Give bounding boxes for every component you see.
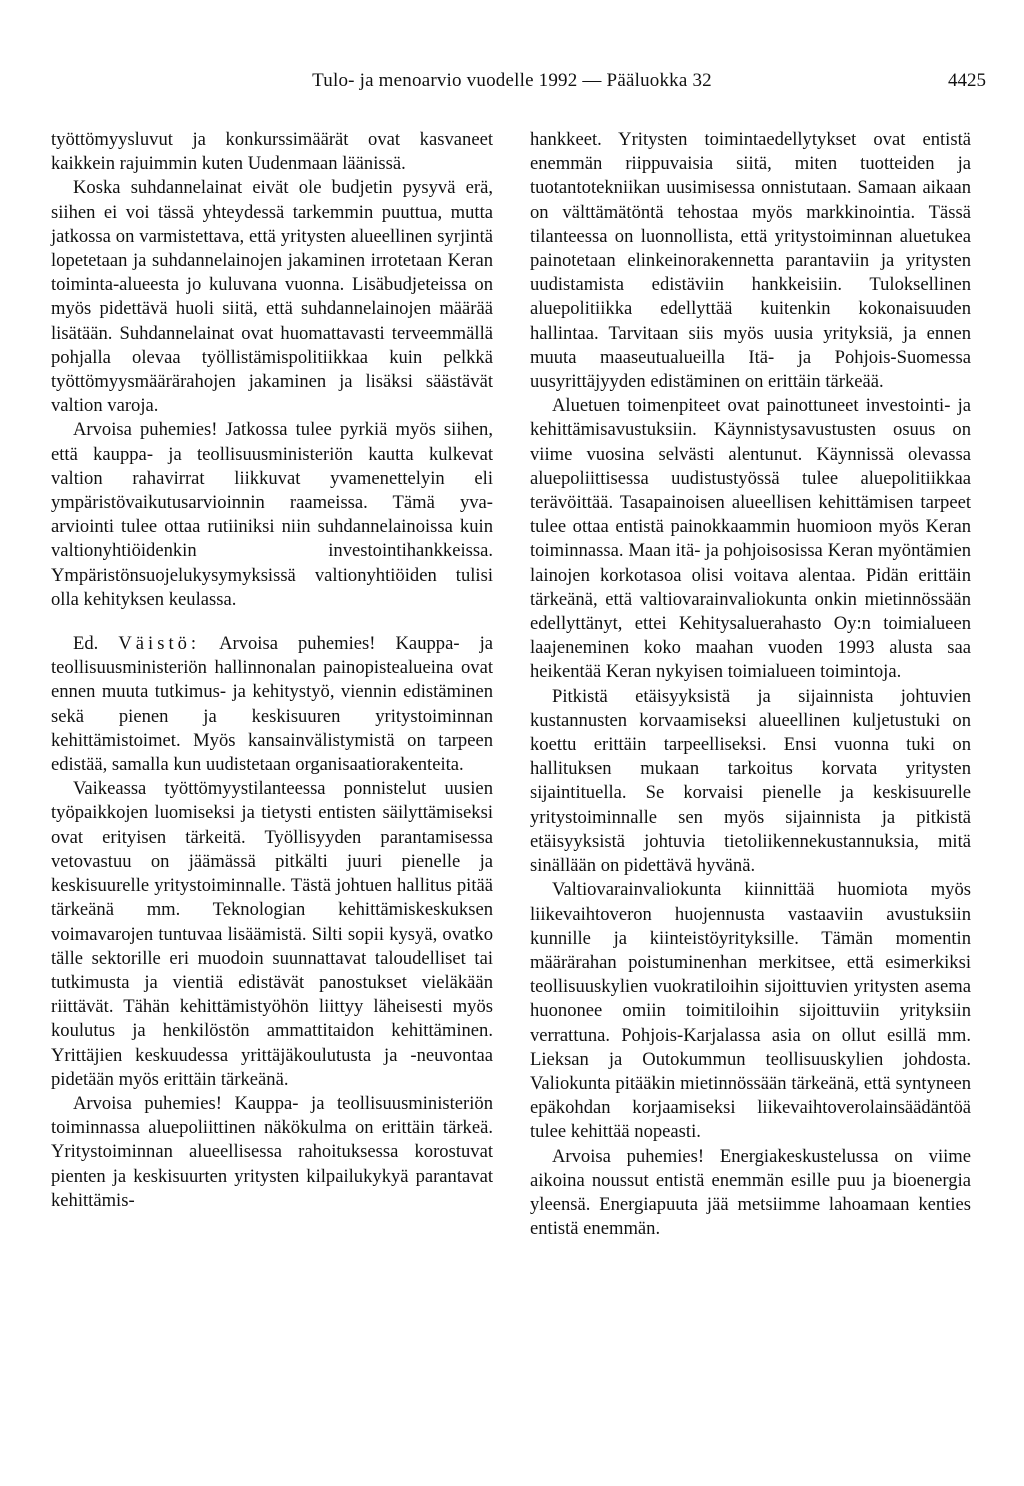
paragraph: hankkeet. Yritysten toimintaedellytykset ovat entistä enemmän riippuvaisia siitä, miten tuotteiden ja tuotantotekniikan uusimisessa onnistutaan. Samaan aikaan on välttämätöntä tehostaa myös markkinointia. Tässä tilanteessa on luonnollista, että yritystoiminnan aluetukea painotetaan elinkeinorakennetta parantaviin ja yritysten uudistamista edistäviin hankkeisiin. Tuloksellinen aluepolitiikka edellyttää kuitenkin kokonaisuuden hallintaa. Tarvitaan siis myös uusia yrityksiä, ja ennen muuta maaseutualueilla Itä- ja Pohjois-Suomessa uusyrittäjyyden edistäminen on erittäin tärkeää. (530, 129, 971, 393)
paragraph: Koska suhdannelainat eivät ole budjetin pysyvä erä, siihen ei voi tässä yhteydessä tarkemmin puuttua, mutta jatkossa on varmistettava, että yritysten alueellinen syrjintä lopetetaan ja suhdannelainojen jakaminen irrotetaan Keran toiminta-alueesta jo kuluvana vuonna. Lisäbudjeteissa on myös pidettävä huoli siitä, että suhdannelainojen määrää lisätään. Suhdannelainat ovat huomattavasti terveemmällä pohjalla olevaa työllistämispolitiikkaa kuin pelkkä työttömyysmäärärahojen jakaminen ja lisäksi säästävät valtion varoja. (51, 177, 493, 417)
paragraph: Arvoisa puhemies! Energiakeskustelussa on viime aikoina noussut entistä enemmän esille puu ja bioenergia yleensä. Energiapuuta jää metsiimme lahoamaan kenties entistä enemmän. (530, 1145, 971, 1240)
paragraph: Pitkistä etäisyyksistä ja sijainnista johtuvien kustannusten korvaamiseksi alueellinen kuljetustuki on koettu erittäin tarpeelliseksi. Ensi vuonna tuki on hallituksen mukaan tarkoitus korvata yritysten sijaintituella. Se korvaisi pienelle ja keskisuurelle yritystoiminnalle sen myös sijainnista ja pitkistä etäisyyksistä johtuvia tietoliikennekustannuksia, mitä sinällään on pidettävä hyvänä. (530, 685, 971, 877)
paragraph: Arvoisa puhemies! Kauppa- ja teollisuusministeriön toiminnassa aluepoliittinen näkökulma on erittäin tärkeä. Yritystoiminnan alueellisessa rahoituksessa korostuvat pienten ja keskisuurten yritysten kilpailukykyä parantavat kehittämis- (51, 1092, 493, 1211)
page-number: 4425 (948, 70, 986, 91)
right-column (530, 128, 971, 1241)
left-column (51, 128, 493, 1213)
running-header (30, 70, 994, 98)
paragraph: Vaikeassa työttömyystilanteessa ponnistelut uusien työpaikkojen luomiseksi ja tietysti entisten säilyttämiseksi ovat erityisen tärkeitä. Työllisyyden parantamisessa vetovastuu on jäämässä pitkälti juuri pienelle ja keskisuurelle yritystoiminnalle. Tästä johtuen hallitus pitää tärkeänä mm. Teknologian kehittämiskeskuksen voimavarojen tuntuvaa lisäämistä. Silti sopii kysyä, ovatko tälle sektorille eri muodoin suunnattavat taloudelliset tai tutkimusta ja vientiä edistävät panostukset vieläkään riittävät. Tähän kehittämistyöhön liittyy läheisesti myös koulutus ja henkilöstön ammattitaidon kehittäminen. Yrittäjien keskuudessa yrittäjäkoulutusta ja -neuvontaa pidetään myös erittäin tärkeänä. (51, 778, 493, 1090)
speaker-name: Väistö: (118, 633, 201, 655)
speaker-prefix: Ed. (73, 633, 99, 655)
paragraph: Arvoisa puhemies! Jatkossa tulee pyrkiä myös siihen, että kauppa- ja teollisuusministeriön kautta kulkevat valtion rahavirrat liikkuvat yvamenettelyin eli ympäristövaikutusarvioinnin raameissa. Tämä yva-arviointi tulee ottaa rutiiniksi niin suhdannelainoissa kuin valtionyhtiöidenkin investointihankkeissa. Ympäristönsuojelukysymyksissä valtionyhtiöiden tulisi olla kehityksen keulassa. (51, 419, 493, 610)
speech-paragraph (51, 632, 493, 777)
paragraph: Valtiovarainvaliokunta kiinnittää huomiota myös liikevaihtoveron huojennusta vastaaviin avustuksiin kunnille ja kiinteistöyrityksille. Tämän momentin määrärahan poistuminenhan merkitsee, että esimerkiksi teollisuuskylien vuokratiloihin sijoittuvien yritysten asema huononee omiin toimitiloihin sijoittuviin yrityksiin verrattuna. Pohjois-Karjalassa asia on ollut esillä mm. Lieksan ja Outokummun teollisuuskylien johdosta. Valiokunta pitääkin mietinnössään tärkeänä, että syntyneen epäkohdan korjaamiseksi liikevaihtoverolainsäädäntöä tulee kehittää nopeasti. (530, 879, 971, 1143)
speech-text: Arvoisa puhemies! Kauppa- ja teollisuusministeriön hallinnonalan painopistealueina ovat ennen muuta tutkimus- ja kehitystyö, viennin edistäminen sekä pienen ja keskisuuren yritystoiminnan kehittämistoimet. Myös kansainvälistymistä on tarpeen edistää, samalla kun uudistetaan organisaatiorakenteita. (51, 633, 493, 776)
header-title: Tulo- ja menoarvio vuodelle 1992 — Pääluokka 32 (312, 70, 712, 91)
paragraph: työttömyysluvut ja konkurssimäärät ovat kasvaneet kaikkein rajuimmin kuten Uudenmaan läänissä. (51, 129, 493, 175)
paragraph: Aluetuen toimenpiteet ovat painottuneet investointi- ja kehittämisavustuksiin. Käynnistysavustusten osuus on viime vuosina selvästi alentunut. Käynnissä olevassa aluepoliittisessa uudistustyössä tulee aluepolitiikkaa terävöittää. Tasapainoisen alueellisen kehittämisen tarpeet tulee ottaa entistä painokkaammin huomioon myös Keran toiminnassa. Maan itä- ja pohjoisosissa Keran myöntämien lainojen korkotasoa olisi voitava alentaa. Pidän erittäin tärkeänä, että valtiovarainvaliokunta onkin mietinnössään edellyttänyt, ettei Kehitysaluerahasto Oy:n toimialueen laajeneminen koko maahan vuoden 1993 alusta saa heikentää Keran nykyisen toimialueen toimintoja. (530, 395, 971, 683)
